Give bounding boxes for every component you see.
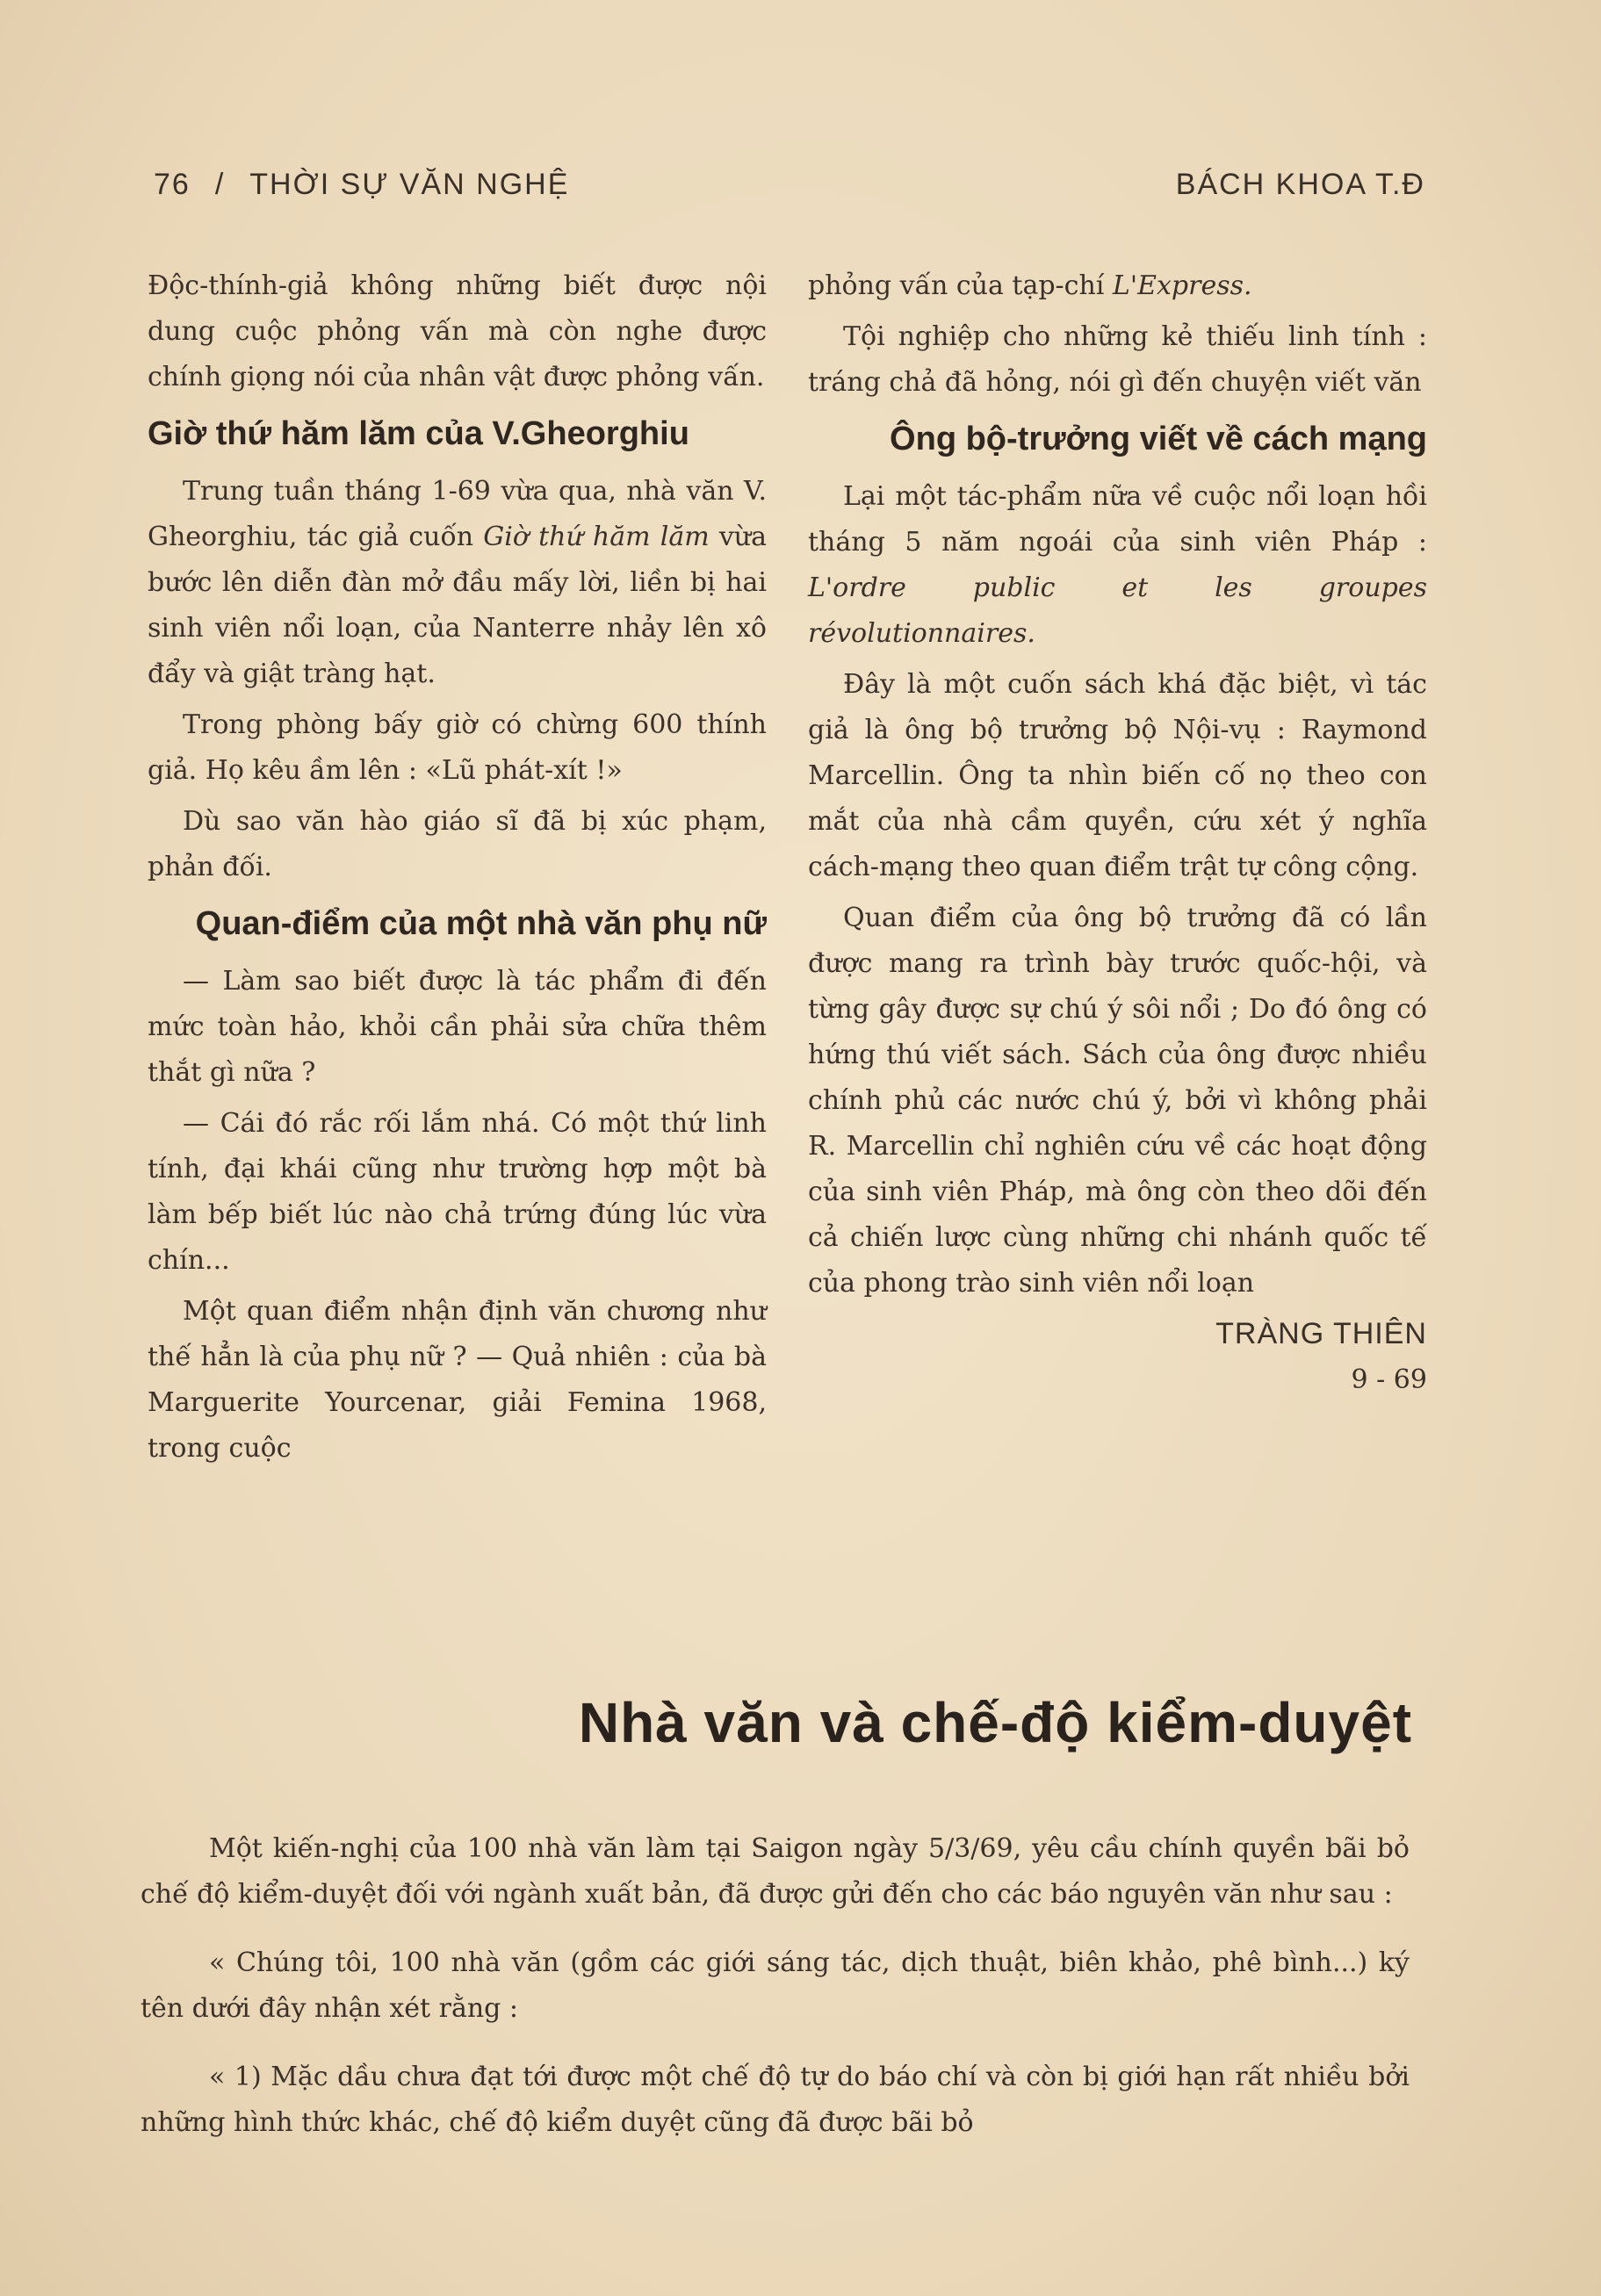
heading-gheorghiu: Giờ thứ hăm lăm của V.Gheorghiu [148, 415, 689, 452]
right-column [808, 263, 1427, 1405]
express-paragraph [808, 263, 1427, 309]
left-column [148, 263, 767, 1472]
author-signature: TRÀNG THIÊN [1215, 1317, 1427, 1350]
heading-minister: Ông bộ-trưởng viết về cách mạng [890, 421, 1427, 457]
minister-paragraph-3: Quan điểm của ông bộ trưởng đã có lần được mang ra trình bày trước quốc-hội, và từng gây được sự chú ý sôi nổi ; Do đó ông có hứng thú viết sách. Sách của ông được nhiều chính phủ các nước chú ý, bởi vì không phải R. Marcellin chỉ nghiên cứu về các hoạt động của sinh viên Pháp, mà ông còn theo dõi đến cả chiến lược cùng những chi nhánh quốc tế của phong trào sinh viên nổi loạn [808, 903, 1427, 1299]
book-title-italic: L'ordre public et les groupes révolutionnaires. [808, 572, 1427, 649]
woman-writer-paragraph-1: — Làm sao biết được là tác phẩm đi đến mức toàn hảo, khỏi cần phải sửa chữa thêm thắt gì nữa ? [148, 966, 767, 1088]
article-paragraph-1: Một kiến-nghị của 100 nhà văn làm tại Saigon ngày 5/3/69, yêu cầu chính quyền bãi bỏ chế độ kiểm-duyệt đối với ngành xuất bản, đã được gửi đến cho các báo nguyên văn như sau : [141, 1833, 1410, 1910]
gheorghiu-paragraph-1 [148, 469, 767, 697]
intro-paragraph: Độc-thính-giả không những biết được nội dung cuộc phỏng vấn mà còn nghe được chính giọng nói của nhân vật được phỏng vấn. [148, 270, 767, 392]
minister-paragraph-2: Đây là một cuốn sách khá đặc biệt, vì tác giả là ông bộ trưởng bộ Nội-vụ : Raymond Marcellin. Ông ta nhìn biến cố nọ theo con mắt của nhà cầm quyền, cứu xét ý nghĩa cách-mạng theo quan điểm trật tự công cộng. [808, 669, 1427, 882]
page-number: 76 [154, 167, 191, 201]
book-title-italic: Giờ thứ hăm lăm [483, 522, 710, 552]
section-title: THỜI SỰ VĂN NGHỆ [249, 167, 570, 201]
heading-woman-writer: Quan-điểm của một nhà văn phụ nữ [195, 905, 767, 942]
minister-paragraph-1 [808, 474, 1427, 657]
header-left [154, 168, 569, 202]
gheorghiu-paragraph-2: Trong phòng bấy giờ có chừng 600 thính giả. Họ kêu ầm lên : «Lũ phát-xít !» [148, 709, 767, 786]
text-run: Trung tuần tháng 1-69 vừa qua, nhà văn V. Gheorghiu, tác giả cuốn [148, 476, 767, 552]
signature-date: 9 - 69 [1351, 1364, 1427, 1395]
header-separator: / [214, 167, 226, 201]
text-run: vừa bước lên diễn đàn mở đầu mấy lời, liền bị hai sinh viên nổi loạn, của Nanterre nhảy lên xô đẩy và giật tràng hạt. [148, 522, 768, 689]
article-title: Nhà văn và chế-độ kiểm-duyệt [578, 1691, 1412, 1754]
magazine-name: BÁCH KHOA T.Đ [1175, 167, 1425, 201]
magazine-title-italic: L'Express. [1112, 270, 1252, 301]
woman-writer-paragraph-2: — Cái đó rắc rối lắm nhá. Có một thứ linh tính, đại khái cũng như trường hợp một bà làm bếp biết lúc nào chả trứng đúng lúc vừa chín... [148, 1108, 767, 1276]
article-paragraph-2: « Chúng tôi, 100 nhà văn (gồm các giới sáng tác, dịch thuật, biên khảo, phê bình...) ký tên dưới đây nhận xét rằng : [141, 1947, 1410, 2024]
article-paragraph-3: « 1) Mặc dầu chưa đạt tới được một chế độ tự do báo chí và còn bị giới hạn rất nhiều bởi những hình thức khác, chế độ kiểm duyệt cũng đã được bãi bỏ [141, 2062, 1410, 2138]
running-header [154, 158, 1425, 211]
text-run: Lại một tác-phẩm nữa về cuộc nổi loạn hồi tháng 5 năm ngoái của sinh viên Pháp : [808, 481, 1427, 558]
text-run: phỏng vấn của tạp-chí [808, 270, 1113, 301]
gheorghiu-paragraph-3: Dù sao văn hào giáo sĩ đã bị xúc phạm, phản đối. [148, 806, 767, 882]
woman-writer-paragraph-3: Một quan điểm nhận định văn chương như thế hẳn là của phụ nữ ? — Quả nhiên : của bà Marguerite Yourcenar, giải Femina 1968, trong cuộc [148, 1296, 767, 1464]
intuition-paragraph: Tội nghiệp cho những kẻ thiếu linh tính : tráng chả đã hỏng, nói gì đến chuyện viết văn [808, 321, 1427, 398]
article-body [141, 1826, 1410, 2169]
